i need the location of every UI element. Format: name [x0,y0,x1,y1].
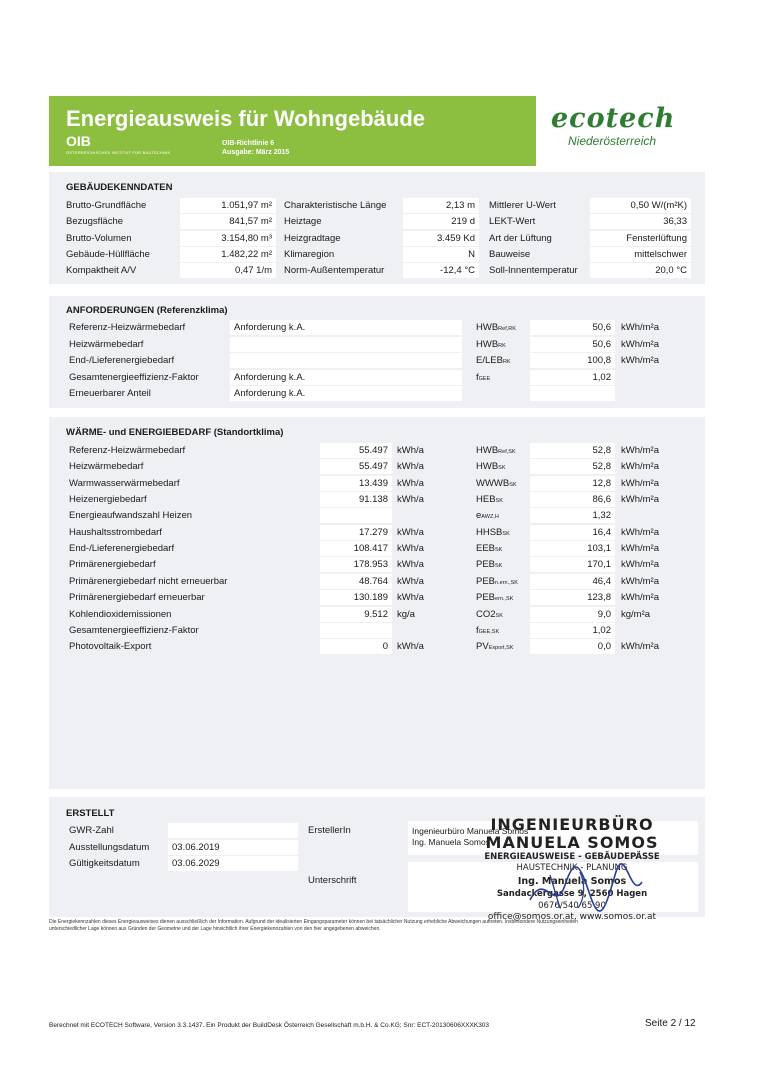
energy-symbol [476,559,502,572]
gebaeude-value: Fensterlüftung [626,232,687,244]
gebaeude-value: 36,33 [663,216,687,228]
gebaeude-value: 841,57 m² [229,216,272,228]
symbol-subscript: ern.,SK [495,596,514,603]
symbol-base: EEB [476,543,496,555]
erstellt-heading: ERSTELLT [66,808,115,819]
gueltigkeit-label: Gültigkeitsdatum [69,858,140,869]
energy-symbol [476,339,506,352]
waerme-abs-unit: kWh/a [397,592,424,604]
anforderung-label: End-/Lieferenergiebedarf [69,355,175,366]
stamp-line4: HAUSTECHNIK - PLANUNG [516,863,628,873]
ausstellung-cell [168,840,298,855]
waerme-unit: kWh/m²a [621,592,659,604]
symbol-base: PEB [476,575,496,587]
waerme-unit: kWh/m²a [621,543,659,555]
symbol-subscript: RK [498,342,506,349]
stamp-line7: 0676/540 65 90 [538,901,606,911]
anforderung-label: Gesamtenergieeffizienz-Faktor [69,371,199,383]
requirement-cell [230,353,462,368]
value-cell [530,386,615,401]
waerme-value: 52,8 [592,461,611,473]
symbol-base: f [476,371,479,383]
gebaeude-value: 2,13 m [445,200,475,211]
symbol-subscript: RK [502,359,511,365]
gebaeude-label: Kompaktheit A/V [66,265,137,277]
waerme-value: 16,4 [592,526,611,538]
waerme-label: Kohlendioxidemissionen [69,608,172,620]
waerme-absolute: 17.279 [358,526,388,538]
waerme-absolute: 9.512 [364,608,388,620]
gebaeude-value: -12,4 °C [440,265,475,277]
waerme-value: 0,0 [597,641,611,653]
anforderung-label: Referenz-Heizwärmebedarf [69,322,186,333]
waerme-label: Primärenergiebedarf erneuerbar [69,592,205,604]
waerme-label: Haushaltsstrombedarf [69,526,162,538]
waerme-absolute: 91.138 [358,494,388,506]
symbol-subscript: GEE [478,375,491,382]
waerme-value: 170,1 [587,559,611,571]
waerme-unit: kWh/m²a [621,461,659,473]
energy-symbol [476,576,518,589]
symbol-subscript: n.ern.,SK [495,579,518,586]
waerme-unit: kWh/m²a [621,477,659,489]
waerme-value: 123,8 [587,592,611,604]
gebaeude-heading: GEBÄUDEKENNDATEN [66,182,173,193]
waerme-label: Photovoltaik-Export [69,641,152,653]
anforderung-unit: kWh/m²a [621,338,659,350]
waerme-label: Gesamtenergieeffizienz-Faktor [69,624,199,636]
anforderung-value: 50,6 [592,322,611,333]
symbol-subscript: SK [502,530,510,537]
symbol-base: HWB [476,338,499,350]
energy-symbol [476,609,503,622]
anforderungen-heading: ANFORDERUNGEN (Referenzklima) [66,305,228,316]
ersteller-label: ErstellerIn [308,825,351,836]
symbol-base: f [476,624,479,636]
anforderung-requirement: Anforderung k.A. [234,322,306,333]
symbol-base: WWWB [476,477,510,489]
page-title: Energieausweis für Wohngebäude [66,106,425,131]
anforderung-requirement: Anforderung k.A. [234,371,306,383]
gebaeude-label: Gebäude-Hüllfläche [66,248,150,260]
waerme-label: Warmwasserwärmebedarf [69,477,180,489]
gebaeude-value: mittelschwer [634,248,687,260]
waerme-abs-unit: kWh/a [397,575,424,587]
symbol-base: CO2 [476,608,496,620]
symbol-subscript: SK [509,481,517,488]
waerme-label: Heizwärmebedarf [69,461,144,473]
symbol-base: HEB [476,494,496,506]
symbol-base: HWB [476,322,499,333]
waerme-abs-unit: kWh/a [397,559,424,571]
gebaeude-label: Soll-Innentemperatur [489,265,578,277]
ersteller-line2: Ing. Manuela Somos [412,837,490,847]
waerme-value: 52,8 [592,445,611,456]
symbol-base: PV [476,641,489,653]
symbol-subscript: Export,SK [488,645,514,652]
energy-symbol [476,592,513,605]
waerme-absolute: 55.497 [358,445,388,456]
symbol-base: HHSB [476,526,503,538]
stamp-line1: INGENIEURBÜRO [490,815,654,834]
symbol-base: HWB [476,445,499,456]
gueltigkeit-value: 03.06.2029 [172,858,220,869]
symbol-base: E/LEB [476,355,503,366]
gebaeude-label: Heizgradtage [284,232,341,244]
waerme-value: 9,0 [597,608,611,620]
waerme-unit: kWh/m²a [621,559,659,571]
waerme-absolute: 13.439 [358,477,388,489]
gebaeude-label: Brutto-Volumen [66,232,132,244]
waerme-value: 1,02 [592,624,611,636]
gebaeude-label: Norm-Außentemperatur [284,265,385,277]
symbol-subscript: Ref,SK [498,449,516,455]
value-cell [320,623,392,638]
waerme-abs-unit: kWh/a [397,477,424,489]
disclaimer-line1: Die Energiekennzahlen dieses Energieausweises dienen ausschließlich der Information. Aufgrund der idealisierten Eingangsparameter können bei tatsächlicher Nutzung erhebliche Abweichungen auftreten. Insbesondere Nutzungseinheiten [49,919,578,925]
gebaeude-value: 3.459 Kd [436,232,475,244]
gebaeude-label: LEKT-Wert [489,216,536,228]
gebaeude-value: 0,50 W/(m²K) [630,200,687,211]
waerme-absolute: 108.417 [353,543,388,555]
symbol-subscript: Ref,RK [498,326,516,332]
symbol-subscript: AWZ,H [481,514,499,521]
symbol-base: HWB [476,461,499,473]
software-footer: Berechnet mit ECOTECH Software, Version 3.3.1437. Ein Produkt der BuildDesk Österreich Gesellschaft m.b.H. & Co.KG; Snr: ECT-20130606XXXK303 [49,1022,490,1029]
ausstellung-label: Ausstellungsdatum [69,842,150,853]
waerme-unit: kWh/m²a [621,526,659,538]
energy-symbol [476,510,499,523]
waerme-label: Primärenergiebedarf [69,559,156,571]
gebaeude-label: Art der Lüftung [489,232,552,244]
symbol-base: PEB [476,592,496,604]
waerme-absolute: 178.953 [353,559,388,571]
energy-symbol [476,461,506,474]
gebaeude-label: Mittlerer U-Wert [489,200,556,211]
anforderung-value: 1,02 [592,371,611,383]
waerme-value: 1,32 [592,510,611,522]
stamp-line8: office@somos.or.at, www.somos.or.at [487,912,657,922]
energy-symbol [476,355,511,368]
energy-symbol [476,527,510,540]
waerme-value: 46,4 [592,575,611,587]
ausstellung-value: 03.06.2019 [172,842,220,853]
waerme-unit: kWh/m²a [621,641,659,653]
symbol-subscript: SK [495,563,503,570]
gebaeude-value: 1.051,97 m² [221,200,272,211]
waerme-label: Referenz-Heizwärmebedarf [69,445,186,456]
waerme-abs-unit: kWh/a [397,445,424,456]
symbol-base: PEB [476,559,496,571]
gueltigkeit-cell [168,856,298,871]
symbol-subscript: SK [495,498,503,505]
symbol-subscript: GEE,SK [478,628,500,635]
gwr-value-cell [168,823,298,838]
gebaeude-label: Heiztage [284,216,322,228]
waerme-unit: kg/m²a [621,608,651,620]
waerme-value: 86,6 [592,494,611,506]
value-cell [320,508,392,523]
page-number: Seite 2 / 12 [645,1018,696,1029]
symbol-subscript: SK [498,465,506,472]
stamp-line2: MANUELA SOMOS [485,833,659,852]
gebaeude-value: 20,0 °C [655,265,687,277]
signature [520,860,650,920]
gebaeude-value: N [468,248,475,260]
energy-symbol [476,445,516,458]
ausgabe-label: Ausgabe: März 2015 [222,149,290,156]
waerme-abs-unit: kWh/a [397,641,424,653]
waerme-unit: kWh/m²a [621,445,659,456]
gwr-label: GWR-Zahl [69,825,114,836]
anforderung-label: Heizwärmebedarf [69,338,144,350]
gebaeude-value: 3.154,80 m³ [221,232,272,244]
anforderung-unit: kWh/m²a [621,355,659,366]
waerme-absolute: 130.189 [353,592,388,604]
anforderung-value: 100,8 [587,355,611,366]
waerme-value: 103,1 [587,543,611,555]
waerme-abs-unit: kWh/a [397,526,424,538]
energy-symbol [476,641,513,654]
energy-symbol [476,322,516,335]
stamp-line3: ENERGIEAUSWEISE - GEBÄUDEPÄSSE [484,852,660,862]
energy-symbol [476,478,517,491]
anforderung-unit: kWh/m²a [621,322,659,333]
gebaeude-value: 0,47 1/m [235,265,272,277]
waerme-abs-unit: kWh/a [397,494,424,506]
waerme-absolute: 48.764 [358,575,388,587]
anforderung-value: 50,6 [592,338,611,350]
gebaeude-label: Klimaregion [284,248,335,260]
energy-symbol [476,372,490,385]
waerme-absolute: 0 [382,641,388,653]
oib-label: OIB [66,133,91,149]
energy-symbol [476,625,499,638]
waerme-label: End-/Lieferenergiebedarf [69,543,175,555]
waerme-value: 12,8 [592,477,611,489]
symbol-base: e [476,510,482,522]
waerme-abs-unit: kWh/a [397,461,424,473]
logo-subtitle: Niederösterreich [568,134,657,148]
waerme-abs-unit: kWh/a [397,543,424,555]
waerme-unit: kWh/m²a [621,494,659,506]
waerme-label: Primärenergiebedarf nicht erneuerbar [69,575,228,587]
waerme-absolute: 55.497 [358,461,388,473]
waerme-abs-unit: kg/a [397,608,415,620]
waerme-unit: kWh/m²a [621,575,659,587]
gebaeude-label: Charakteristische Länge [284,200,387,211]
gebaeude-label: Bauweise [489,248,531,260]
stamp-line6: Sandackergasse 9, 2560 Hagen [496,889,648,899]
anforderung-requirement: Anforderung k.A. [234,388,306,399]
gebaeude-label: Brutto-Grundfläche [66,200,147,211]
gebaeude-value: 1.482,22 m² [221,248,272,260]
institute-label: ÖSTERREICHISCHES INSTITUT FÜR BAUTECHNIK [66,150,171,155]
ersteller-line1: Ingenieurbüro Manuela Somos [412,826,529,836]
gebaeude-value: 219 d [451,216,475,228]
anforderung-label: Erneuerbarer Anteil [69,388,151,399]
energy-symbol [476,543,502,556]
waerme-heading: WÄRME- und ENERGIEBEDARF (Standortklima) [66,427,284,438]
requirement-cell [230,337,462,352]
stamp-line5: Ing. Manuela Somos [517,876,627,887]
waerme-label: Energieaufwandszahl Heizen [69,510,193,522]
disclaimer-line2: unterschiedlicher Lage können aus Gründen der Geometrie und der Lage hinsichtlich ihrer Energiekennzahlen von den hier angegebenen abweichen. [49,926,381,932]
waerme-label: Heizenergiebedarf [69,494,147,506]
gebaeude-label: Bezugsfläche [66,216,124,228]
ecotech-logo: ecotech [551,103,676,134]
symbol-subscript: SK [495,612,503,619]
energy-symbol [476,494,503,507]
unterschrift-label: Unterschrift [308,875,357,886]
symbol-subscript: SK [495,547,503,554]
richtlinie-label: OIB-Richtlinie 6 [222,140,275,147]
